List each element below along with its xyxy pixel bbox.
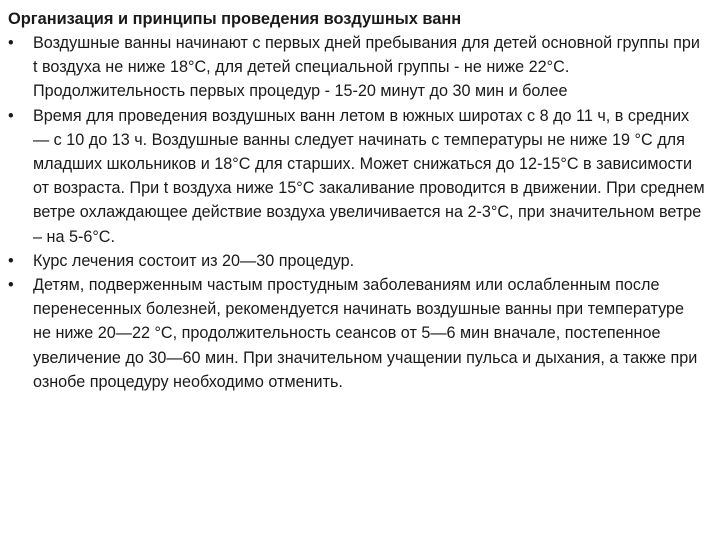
bullet-marker: • bbox=[8, 106, 14, 125]
bullet-marker: • bbox=[8, 34, 14, 52]
bullet-item-4 bbox=[8, 273, 706, 394]
bullet-item-3 bbox=[8, 249, 706, 273]
bullet-text-1: Воздушные ванны начинают с первых дней пребывания для детей основной группы при t воздуха не ниже 18°С, для детей специальной группы - не ниже 22°С. Продолжительность первых процедур - 15-20 минут до 30 мин и более bbox=[33, 34, 700, 101]
bullet-list bbox=[8, 31, 706, 394]
bullet-item-2 bbox=[8, 104, 706, 249]
slide-title: Организация и принципы проведения воздушных ванн bbox=[8, 10, 462, 28]
bullet-text-3: Курс лечения состоит из 20—30 процедур. bbox=[33, 251, 355, 270]
bullet-item-1 bbox=[8, 31, 706, 104]
bullet-marker: • bbox=[8, 276, 14, 295]
bullet-text-4: Детям, подверженным частым простудным заболеваниям или ослабленным после перенесенных болезней, рекомендуется начинать воздушные ванны при температуре не ниже 20—22 °С, продолжительность сеансов от 5—6 мин вначале, постепенное увеличение до 30—60 мин. При значительном учащении пульса и дыхания, а также при ознобе процедуру необходимо отменить. bbox=[33, 276, 698, 391]
bullet-marker: • bbox=[8, 251, 14, 270]
bullet-text-2: Время для проведения воздушных ванн летом в южных широтах с 8 до 11 ч, в средних — с 10 до 13 ч. Воздушные ванны следует начинать с температуры не ниже 19 °С для младших школьников и 18°С для старших. Может снижаться до 12-15°С в зависимости от возраста. При t воздуха ниже 15°С закаливание проводится в движении. При среднем ветре охлаждающее действие воздуха увеличивается на 2-3°С, при значительном ветре – на 5-6°С. bbox=[33, 106, 705, 246]
